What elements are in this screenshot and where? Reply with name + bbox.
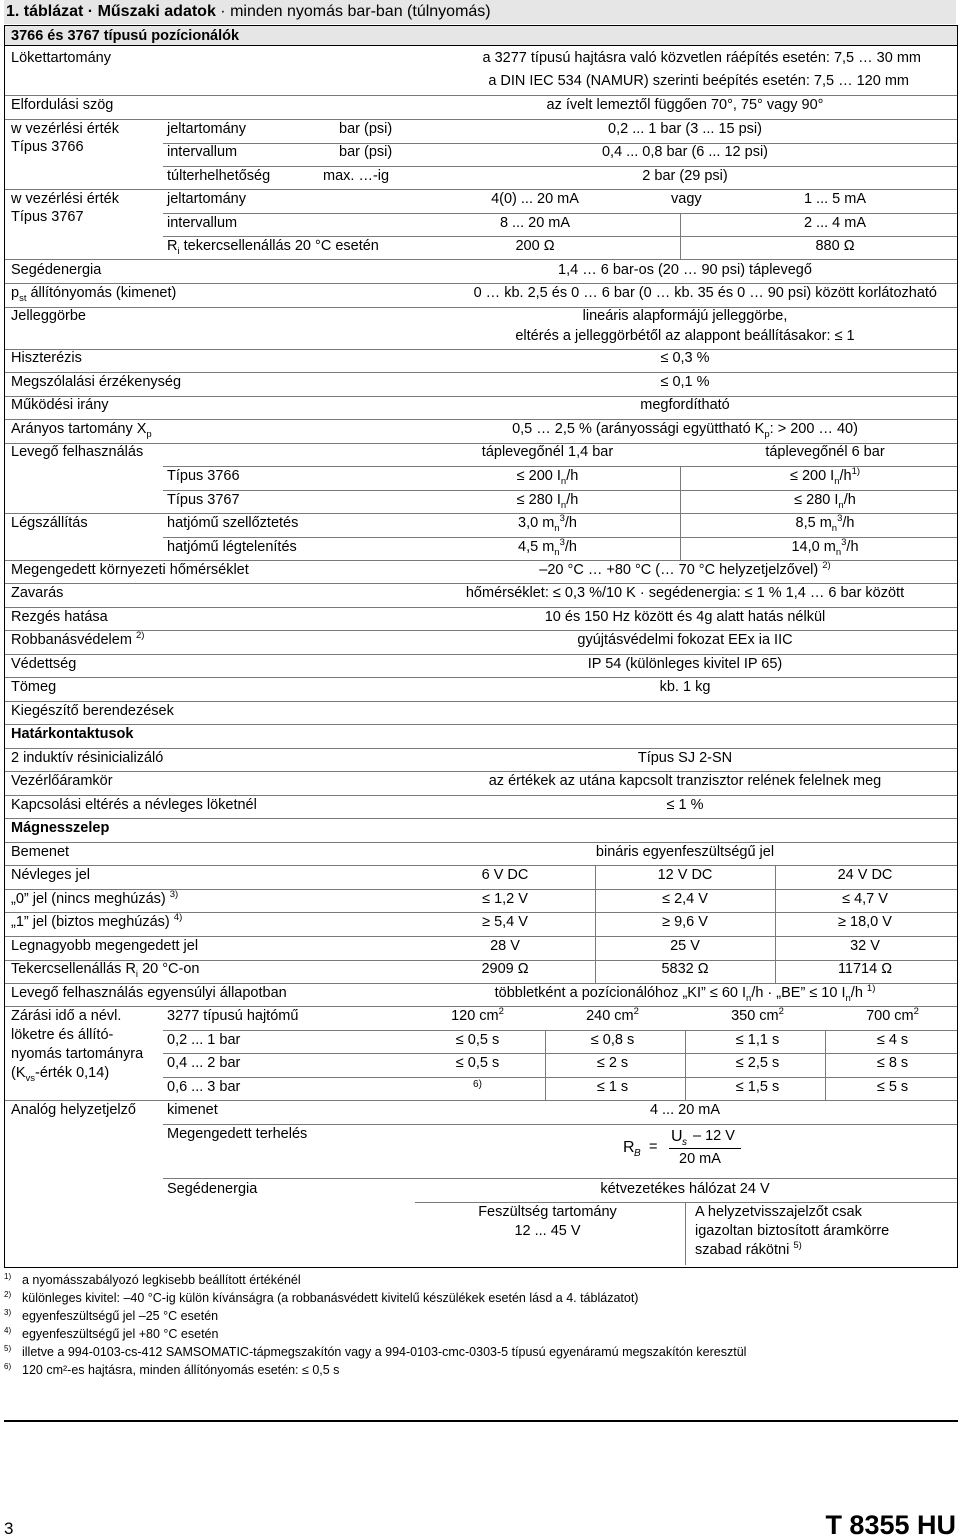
max-signal-value-2: 25 V (670, 938, 700, 954)
row-divider (5, 372, 957, 373)
row-divider (5, 795, 957, 796)
row-divider (5, 748, 957, 749)
unit-label: bar (psi) (339, 144, 393, 160)
weight-value: kb. 1 kg (659, 679, 711, 695)
supply-value: 1,4 … 6 bar-os (20 … 90 psi) táplevegő (558, 262, 812, 278)
row-label-type-3767: Típus 3767 (11, 209, 84, 225)
voltage-range-label: Feszültség tartomány (478, 1204, 617, 1220)
closing-time-label-3: nyomás tartományra (11, 1046, 144, 1062)
row-label-steady-air: Levegő felhasználás egyensúlyi állapotban (11, 985, 287, 1001)
row-label-angle: Elfordulási szög (11, 97, 114, 113)
column-divider (825, 1030, 826, 1100)
footer-rule (4, 1420, 958, 1422)
row-label-characteristic: Jelleggörbe (11, 308, 86, 324)
signal-range-value-1: 4(0) ... 20 mA (491, 191, 579, 207)
air-3766-value-1: ≤ 200 $I_n/h$ (516, 468, 579, 487)
air-3767-value-2: ≤ 280 $I_n/h$ (794, 492, 856, 511)
row-divider (415, 1202, 957, 1203)
area-col-1: 120 $cm^2$ (451, 1006, 504, 1024)
protection-value: IP 54 (különleges kivitel IP 65) (587, 656, 783, 672)
closing-time-label-2: löketre és állító- (11, 1027, 114, 1043)
span-label: intervallum (167, 215, 238, 231)
nominal-signal-value-1: 6 V DC (481, 867, 529, 883)
row-label-control-circuit: Vezérlőáramkör (11, 773, 113, 789)
row-label-w-3767: w vezérlési érték (11, 191, 119, 207)
vibration-value: 10 és 150 Hz között és 4g alatt hatás nélkül (544, 609, 826, 625)
coil-value-3: 11714 Ω (837, 961, 893, 977)
ambient-temp-value: –20 °C … +80 °C (… 70 °C helyzetjelzővel) $^{2)}$ (539, 560, 831, 578)
area-col-2: 240 $cm^2$ (586, 1006, 639, 1024)
column-divider (545, 1030, 546, 1100)
area-col-4: 700 $cm^2$ (866, 1006, 919, 1024)
signal-range-label: jeltartomány (167, 191, 246, 207)
signal-1-value-1: ≥ 5,4 V (482, 914, 528, 930)
row-label-supply: Segédenergia (11, 262, 102, 278)
row-divider (5, 259, 957, 260)
closing-1-value-4: ≤ 4 s (876, 1032, 909, 1048)
supply-actuator-label: hatjómű szellőztetés (167, 515, 299, 531)
row-label-sensitivity: Megszólalási érzékenység (11, 374, 182, 390)
column-divider (680, 466, 681, 560)
load-label: Megengedett terhelés (167, 1126, 308, 1142)
section-solenoid: Mágnesszelep (11, 820, 110, 836)
row-divider (163, 1053, 957, 1054)
section-limit-contacts: Határkontaktusok (11, 726, 134, 742)
row-divider (163, 1077, 957, 1078)
characteristic-value-1: lineáris alapformájú jelleggörbe, (582, 308, 788, 324)
area-col-3: 350 $cm^2$ (731, 1006, 784, 1024)
closing-3-note: 6) (473, 1079, 482, 1090)
row-divider (5, 560, 957, 561)
row-divider (5, 583, 957, 584)
signal-0-value-1: ≤ 1,2 V (482, 891, 528, 907)
closing-3-value-2: ≤ 1 s (596, 1079, 629, 1095)
row-divider (5, 513, 957, 514)
safety-note-3: szabad rákötni $^{5)}$ (695, 1240, 802, 1258)
column-divider (595, 865, 596, 983)
row-divider (5, 912, 957, 913)
exhaust-actuator-value-2: 14,0 $m_n^3/h$ (791, 537, 859, 558)
row-divider (5, 654, 957, 655)
stroke-value-namur: a DIN IEC 534 (NAMUR) szerinti beépítés esetén: 7,5 … 120 mm (488, 73, 909, 89)
proportional-band-value: 0,5 … 2,5 % (arányossági együttható $K_p$: > 200 … 40) (512, 421, 858, 440)
overload-label: túlterhelhetőség (167, 168, 271, 184)
footnote-1: $^{1)}$ a nyomásszabályozó legkisebb beállított értékénél (4, 1271, 301, 1287)
table-subheading: 3766 és 3767 típusú pozícionálók (5, 26, 957, 46)
exhaust-actuator-value-1: 4,5 $m_n^3/h$ (518, 537, 577, 558)
row-label-air-consumption: Levegő felhasználás (11, 444, 144, 460)
column-divider (680, 213, 681, 259)
span-value: 0,4 ... 0,8 bar (6 ... 12 psi) (601, 144, 769, 160)
unit-label: bar (psi) (339, 121, 393, 137)
row-label-coil-resistance: Tekercsellenállás $R_i$ 20 °C-on (11, 961, 200, 980)
overload-unit: max. …-ig (323, 168, 390, 184)
row-divider (5, 701, 957, 702)
load-formula: R B = U s – 12 V 20 mA (623, 1126, 743, 1176)
row-divider (5, 1100, 957, 1101)
closing-2-value-4: ≤ 8 s (876, 1055, 909, 1071)
spec-table (4, 25, 958, 1268)
row-divider (163, 1178, 957, 1179)
table-number: 1. táblázat (6, 3, 84, 20)
signal-range-value-2: 1 ... 5 mA (803, 191, 867, 207)
row-label-signal-0: „0” jel (nincs meghúzás) $^{3)}$ (11, 889, 179, 907)
row-divider (5, 936, 957, 937)
exhaust-actuator-label: hatjómű légtelenítés (167, 539, 297, 555)
span-value-2: 2 ... 4 mA (803, 215, 867, 231)
direction-value: megfordítható (640, 397, 730, 413)
table-name: Műszaki adatok (97, 3, 216, 20)
row-divider (5, 865, 957, 866)
nominal-signal-value-2: 12 V DC (657, 867, 713, 883)
closing-3-value-4: ≤ 5 s (876, 1079, 909, 1095)
row-divider (163, 236, 957, 237)
angle-value: az ívelt lemeztől függően 70°, 75° vagy 90° (546, 97, 824, 113)
row-label-explosion-protection: Robbanásvédelem $^{2)}$ (11, 630, 145, 648)
closing-2-value-3: ≤ 2,5 s (735, 1055, 780, 1071)
page-number: 3 (4, 1519, 14, 1538)
output-value: 4 ... 20 mA (649, 1102, 721, 1118)
row-label-direction: Működési irány (11, 397, 109, 413)
row-divider (163, 1124, 957, 1125)
row-label-weight: Tömeg (11, 679, 57, 695)
row-divider (5, 842, 957, 843)
span-value-1: 8 ... 20 mA (499, 215, 571, 231)
sensitivity-value: ≤ 0,1 % (660, 374, 710, 390)
input-value: bináris egyenfeszültségű jel (595, 844, 775, 860)
signal-range-label: jeltartomány (167, 121, 246, 137)
row-divider (5, 889, 957, 890)
row-divider (5, 677, 957, 678)
max-signal-value-1: 28 V (490, 938, 520, 954)
column-divider (685, 1030, 686, 1100)
closing-1-value-3: ≤ 1,1 s (735, 1032, 780, 1048)
actuator-type-label: 3277 típusú hajtómű (167, 1008, 299, 1024)
row-divider (5, 419, 957, 420)
footnote-4: $^{4)}$ egyenfeszültségű jel +80 °C esetén (4, 1325, 219, 1341)
row-divider (163, 490, 957, 491)
row-divider (5, 189, 957, 190)
row-divider (5, 283, 957, 284)
span-label: intervallum (167, 144, 238, 160)
influence-value: hőmérséklet: ≤ 0,3 %/10 K · segédenergia: ≤ 1 % 1,4 … 6 bar között (465, 585, 905, 601)
safety-note-1: A helyzetvisszajelzőt csak (695, 1204, 862, 1220)
row-divider (5, 983, 957, 984)
row-divider (163, 166, 957, 167)
row-divider (5, 607, 957, 608)
signal-1-value-2: ≥ 9,6 V (662, 914, 708, 930)
row-divider (5, 95, 957, 96)
coil-resistance-label: $R_i$ tekercsellenállás 20 °C esetén (167, 238, 379, 257)
signal-range-value: 0,2 ... 1 bar (3 ... 15 psi) (608, 121, 762, 137)
column-divider (685, 1202, 686, 1265)
row-label-hysteresis: Hiszterézis (11, 350, 82, 366)
row-divider (163, 1030, 957, 1031)
signal-1-value-3: ≥ 18,0 V (838, 914, 892, 930)
supply-actuator-value-1: 3,0 $m_n^3/h$ (518, 513, 577, 534)
coil-resistance-value-2: 880 Ω (815, 238, 855, 254)
signal-0-value-2: ≤ 2,4 V (662, 891, 708, 907)
row-label-output-pressure: $p_{st}$ állítónyomás (kimenet) (11, 285, 177, 304)
footnote-3: $^{3)}$ egyenfeszültségű jel –25 °C esetén (4, 1307, 219, 1323)
closing-range-3: 0,6 ... 3 bar (167, 1079, 241, 1095)
overload-value: 2 bar (29 psi) (642, 168, 728, 184)
explosion-protection-value: gyújtásvédelmi fokozat EEx ia IIC (577, 632, 793, 648)
row-label-nominal-signal: Névleges jel (11, 867, 90, 883)
table-subtitle: · minden nyomás bar-ban (túlnyomás) (215, 3, 491, 20)
row-divider (163, 213, 957, 214)
or-label: vagy (671, 191, 702, 207)
row-divider (5, 818, 957, 819)
closing-3-value-3: ≤ 1,5 s (735, 1079, 780, 1095)
voltage-range-value: 12 ... 45 V (514, 1223, 581, 1239)
row-divider (5, 630, 957, 631)
air-col-header-1: táplevegőnél 1,4 bar (481, 444, 614, 460)
steady-air-value: többletként a pozícionálóhoz „KI” ≤ 60 $I_n/h$ · „BE” ≤ 10 $I_n/h$ $^{1)}$ (494, 983, 876, 1004)
closing-time-label-1: Zárási idő a névl. (11, 1008, 122, 1024)
aux-power-value: kétvezetékes hálózat 24 V (600, 1181, 770, 1197)
row-label-max-signal: Legnagyobb megengedett jel (11, 938, 199, 954)
inductive-value: Típus SJ 2-SN (637, 750, 733, 766)
row-label-vibration: Rezgés hatása (11, 609, 108, 625)
row-label-analog-position: Analóg helyzetjelző (11, 1102, 136, 1118)
row-label-air-delivery: Légszállítás (11, 515, 88, 531)
footnote-2: $^{2)}$ különleges kivitel: –40 °C-ig külön kívánságra (a robbanásvédett kivitelű készülékek esetén lásd a 4. táblázatot) (4, 1289, 639, 1305)
control-circuit-value: az értékek az utána kapcsolt tranzisztor relének felelnek meg (488, 773, 882, 789)
coil-value-1: 2909 Ω (481, 961, 529, 977)
switching-deviation-value: ≤ 1 % (666, 797, 704, 813)
coil-resistance-value-1: 200 Ω (515, 238, 555, 254)
nominal-signal-value-3: 24 V DC (837, 867, 893, 883)
signal-0-value-3: ≤ 4,7 V (842, 891, 888, 907)
output-label: kimenet (167, 1102, 218, 1118)
characteristic-value-2: eltérés a jelleggörbétől az alappont beállításakor: ≤ 1 (515, 328, 855, 344)
closing-1-value-2: ≤ 0,8 s (590, 1032, 635, 1048)
row-label-protection: Védettség (11, 656, 77, 672)
row-divider (5, 119, 957, 120)
closing-2-value-2: ≤ 2 s (596, 1055, 629, 1071)
type-3766-label: Típus 3766 (167, 468, 240, 484)
row-divider (5, 1006, 957, 1007)
row-label-type-3766: Típus 3766 (11, 139, 84, 155)
table-title (4, 0, 956, 24)
row-label-influence: Zavarás (11, 585, 64, 601)
safety-note-2: igazoltan biztosított áramkörre (695, 1223, 890, 1239)
row-label-input: Bemenet (11, 844, 70, 860)
air-3766-value-2: ≤ 200 $I_n/h^{1)}$ (789, 466, 861, 487)
type-3767-label: Típus 3767 (167, 492, 240, 508)
output-pressure-value: 0 … kb. 2,5 és 0 … 6 bar (0 … kb. 35 és 0 … 90 psi) között korlátozható (473, 285, 937, 301)
document-id: T 8355 HU (825, 1510, 956, 1540)
row-label-proportional-band: Arányos tartomány $X_p$ (11, 421, 152, 440)
row-divider (5, 771, 957, 772)
column-divider (775, 865, 776, 983)
closing-range-1: 0,2 ... 1 bar (167, 1032, 241, 1048)
aux-power-label: Segédenergia (167, 1181, 258, 1197)
row-divider (5, 724, 957, 725)
closing-range-2: 0,4 ... 2 bar (167, 1055, 241, 1071)
title-separator: · (83, 3, 98, 20)
footnote-5: $^{5)}$ illetve a 994-0103-cs-412 SAMSOMATIC-tápmegszakítón vagy a 994-0103-cmc-0303-5 típusú egyenáramú megszakítón keresztül (4, 1343, 747, 1359)
row-divider (163, 466, 957, 467)
closing-2-value-1: ≤ 0,5 s (455, 1055, 500, 1071)
row-label-w-3766: w vezérlési érték (11, 121, 119, 137)
closing-time-label-4: ($K_{vs}$-érték 0,14) (11, 1065, 110, 1084)
air-3767-value-1: ≤ 280 $I_n/h$ (516, 492, 579, 511)
max-signal-value-3: 32 V (850, 938, 880, 954)
row-label-inductive: 2 induktív résinicializáló (11, 750, 164, 766)
supply-actuator-value-2: 8,5 $m_n^3/h$ (795, 513, 855, 534)
row-label-switching-deviation: Kapcsolási eltérés a névleges löketnél (11, 797, 257, 813)
row-label-signal-1: „1” jel (biztos meghúzás) $^{4)}$ (11, 912, 183, 930)
hysteresis-value: ≤ 0,3 % (660, 350, 710, 366)
closing-1-value-1: ≤ 0,5 s (455, 1032, 500, 1048)
coil-value-2: 5832 Ω (661, 961, 709, 977)
stroke-value-direct: a 3277 típusú hajtásra való közvetlen ráépítés esetén: 7,5 … 30 mm (482, 50, 921, 66)
row-label-ambient-temp: Megengedett környezeti hőmérséklet (11, 562, 249, 578)
row-label-stroke: Lökettartomány (11, 50, 111, 66)
footnote-6: $^{6)}$ 120 cm²-es hajtásra, minden állítónyomás esetén: ≤ 0,5 s (4, 1361, 340, 1377)
air-col-header-2: táplevegőnél 6 bar (765, 444, 885, 460)
section-accessories: Kiegészítő berendezések (11, 703, 174, 719)
